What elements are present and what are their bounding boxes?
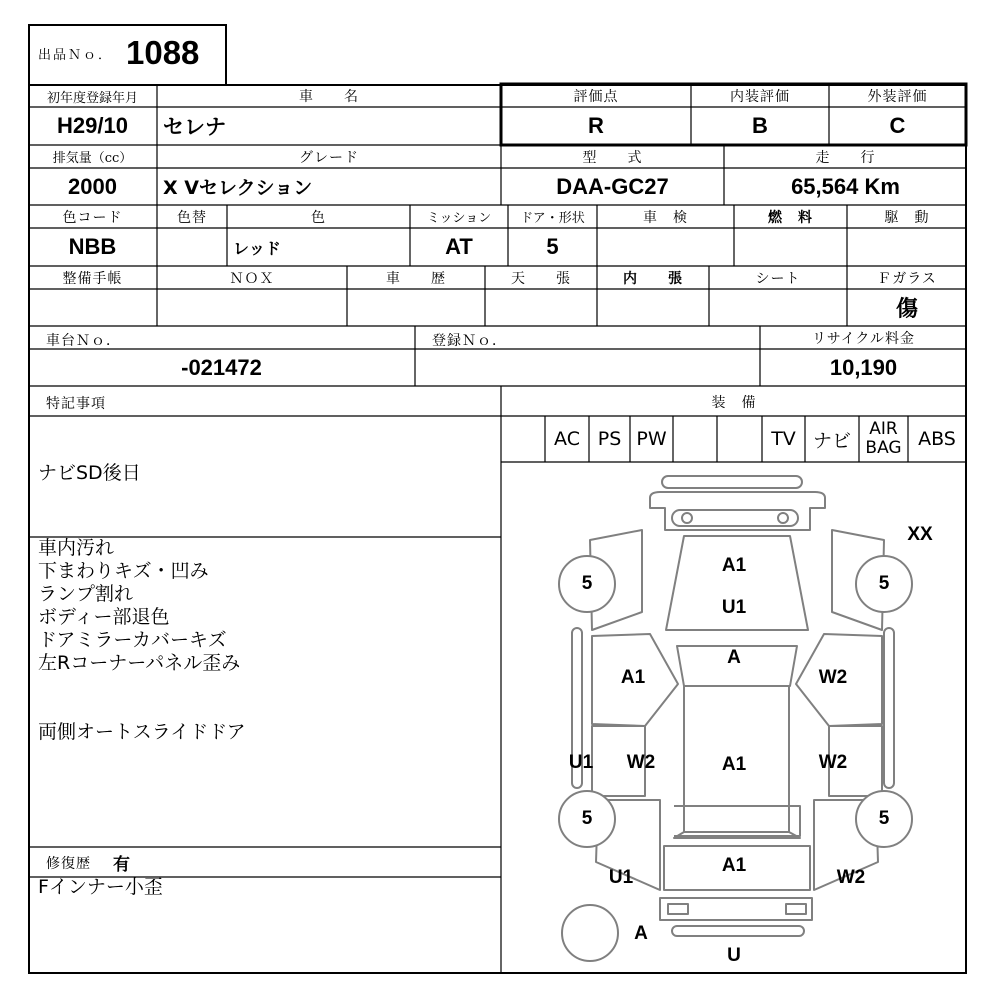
repair-history-label: 修復歴 (46, 856, 91, 872)
equipment-cell-abs: ABS (918, 428, 956, 450)
car-name-value: セレナ (163, 115, 226, 139)
mark-left-rear: U1 (608, 867, 634, 888)
color-value: レッド (233, 238, 281, 258)
interior-grade-value: B (752, 113, 768, 138)
chassis-number-value: -021472 (181, 354, 262, 380)
equipment-cell-ac: AC (554, 428, 580, 450)
inner-lining-label: 内 張 (623, 270, 683, 287)
tire-rear-right: 5 (878, 808, 890, 829)
recycle-fee-label: リサイクル料金 (811, 331, 916, 347)
tire-front-right: 5 (878, 573, 890, 594)
equipment-label: 装 備 (711, 395, 757, 411)
repair-detail-text: Fインナー小歪 (38, 876, 163, 898)
mark-hood-upper: A1 (721, 555, 747, 576)
front-glass-label: Ｆガラス (877, 270, 937, 287)
mark-spare: A (634, 923, 648, 944)
interior-grade-label: 内装評価 (730, 89, 790, 105)
fuel-label: 燃 料 (768, 209, 813, 226)
tire-front-left: 5 (581, 573, 593, 594)
model-value: DAA-GC27 (556, 173, 669, 199)
door-shape-value: 5 (546, 234, 559, 259)
recycle-fee-value: 10,190 (829, 354, 898, 380)
mark-left-rear-door: W2 (626, 752, 656, 773)
mission-label: ミッション (426, 211, 492, 226)
seat-label: シート (755, 270, 801, 287)
first-registration-label: 初年度登録年月 (46, 90, 138, 106)
equipment-cell-ps: PS (597, 428, 622, 450)
equipment-cell-tv: TV (771, 428, 796, 450)
mark-right-rear-door: W2 (818, 752, 848, 773)
chassis-number-label: 車台Ｎｏ． (46, 333, 121, 349)
notes-upper-text: ナビSD後日 (38, 462, 141, 484)
mileage-label: 走 行 (815, 149, 876, 166)
equipment-cell-airbag: AIR BAG (865, 419, 902, 458)
mission-value: AT (445, 234, 473, 259)
inspection-label: 車 検 (643, 209, 688, 226)
tire-rear-left: 5 (581, 808, 593, 829)
notes-lower-text: 車内汚れ 下まわりキズ・凹み ランプ割れ ボディー部退色 ドアミラーカバーキズ 左Rコーナーパネル歪み 両側オートスライドドア (38, 537, 246, 743)
door-shape-label: ドア・形状 (520, 211, 585, 226)
grade-value: X Vセレクション (163, 177, 313, 199)
first-registration-value: H29/10 (57, 113, 128, 138)
mileage-value: 65,564 Km (791, 173, 900, 199)
roof-lining-label: 天 張 (511, 270, 571, 287)
equipment-cell-pw: PW (636, 428, 667, 450)
registration-number-label: 登録Ｎｏ． (432, 333, 507, 349)
front-glass-value: 傷 (895, 297, 918, 322)
nox-label: ＮＯＸ (229, 270, 275, 287)
notes-label: 特記事項 (46, 396, 106, 412)
exterior-grade-value: C (889, 113, 906, 138)
maintenance-book-label: 整備手帳 (62, 270, 123, 287)
mark-left-sill: U1 (568, 752, 594, 773)
score-value: R (588, 113, 604, 138)
grade-label: グレード (299, 149, 359, 166)
car-name-label: 車 名 (299, 89, 359, 105)
drive-label: 駆 動 (884, 209, 930, 226)
color-code-label: 色コード (62, 209, 123, 226)
mark-trunk: A1 (721, 855, 747, 876)
mark-right-rear: W2 (836, 867, 866, 888)
displacement-value: 2000 (68, 173, 117, 199)
exterior-grade-label: 外装評価 (867, 89, 928, 105)
score-label: 評価点 (573, 89, 619, 105)
repaint-label: 色替 (177, 209, 207, 226)
equipment-cell-navi: ナビ (812, 429, 851, 452)
mark-right-front-door: W2 (818, 667, 848, 688)
model-label: 型 式 (582, 149, 643, 166)
lot-label: 出品Ｎｏ． (38, 48, 114, 63)
mark-rear-bumper: U (727, 945, 741, 966)
mark-roof: A1 (721, 754, 747, 775)
history-label: 車 歴 (386, 270, 446, 287)
displacement-label: 排気量（cc） (52, 151, 133, 166)
lot-number: 1088 (126, 34, 200, 71)
color-code-value: NBB (68, 234, 117, 259)
mark-windshield: A (727, 647, 741, 668)
mark-top-right: XX (907, 524, 933, 545)
color-label: 色 (311, 209, 326, 226)
repair-history-value: 有 (113, 855, 130, 875)
mark-hood-lower: U1 (721, 597, 747, 618)
mark-left-front-door: A1 (620, 667, 646, 688)
